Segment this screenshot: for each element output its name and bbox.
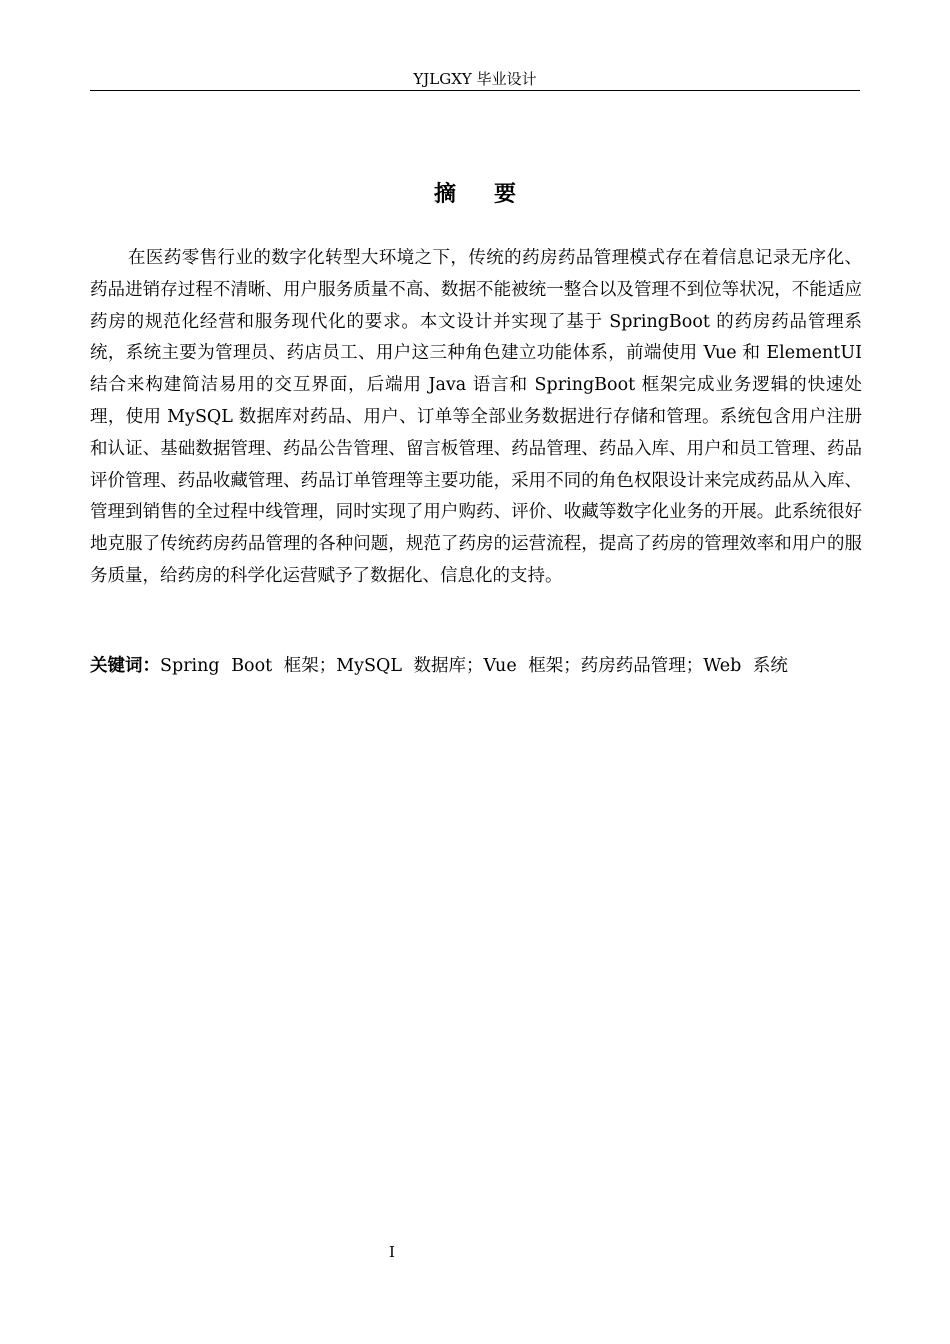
abstract-body: 在医药零售行业的数字化转型大环境之下，传统的药房药品管理模式存在着信息记录无序化、药品进销存过程不清晰、用户服务质量不高、数据不能被统一整合以及管理不到位等状况，不能适应药房的规范化经营和服务现代化的要求。本文设计并实现了基于 SpringBoot 的药房药品管理系统，系统主要为管理员、药店员工、用户这三种角色建立功能体系，前端使用 Vue 和 ElementUI 结合来构建简洁易用的交互界面，后端用 Java 语言和 SpringBoot 框架完成业务逻辑的快速处理，使用 MySQL 数据库对药品、用户、订单等全部业务数据进行存储和管理。系统包含用户注册和认证、基础数据管理、药品公告管理、留言板管理、药品管理、药品入库、用户和员工管理、药品评价管理、药品收藏管理、药品订单管理等主要功能，采用不同的角色权限设计来完成药品从入库、管理到销售的全过程中线管理，同时实现了用户购药、评价、收藏等数字化业务的开展。此系统很好地克服了传统药房药品管理的各种问题，规范了药房的运营流程，提高了药房的管理效率和用户的服务质量，给药房的科学化运营赋予了数据化、信息化的支持。 — [90, 248, 862, 586]
page-number: I — [389, 1243, 395, 1261]
page-header: YJLGXY 毕业设计 — [413, 70, 537, 88]
keywords-label: 关键词： — [90, 656, 160, 676]
keywords-value: Spring Boot 框架；MySQL 数据库；Vue 框架；药房药品管理；Web 系统 — [160, 656, 788, 676]
keywords-line — [90, 651, 862, 683]
abstract-title: 摘要 — [433, 181, 554, 207]
header-divider — [90, 90, 860, 91]
